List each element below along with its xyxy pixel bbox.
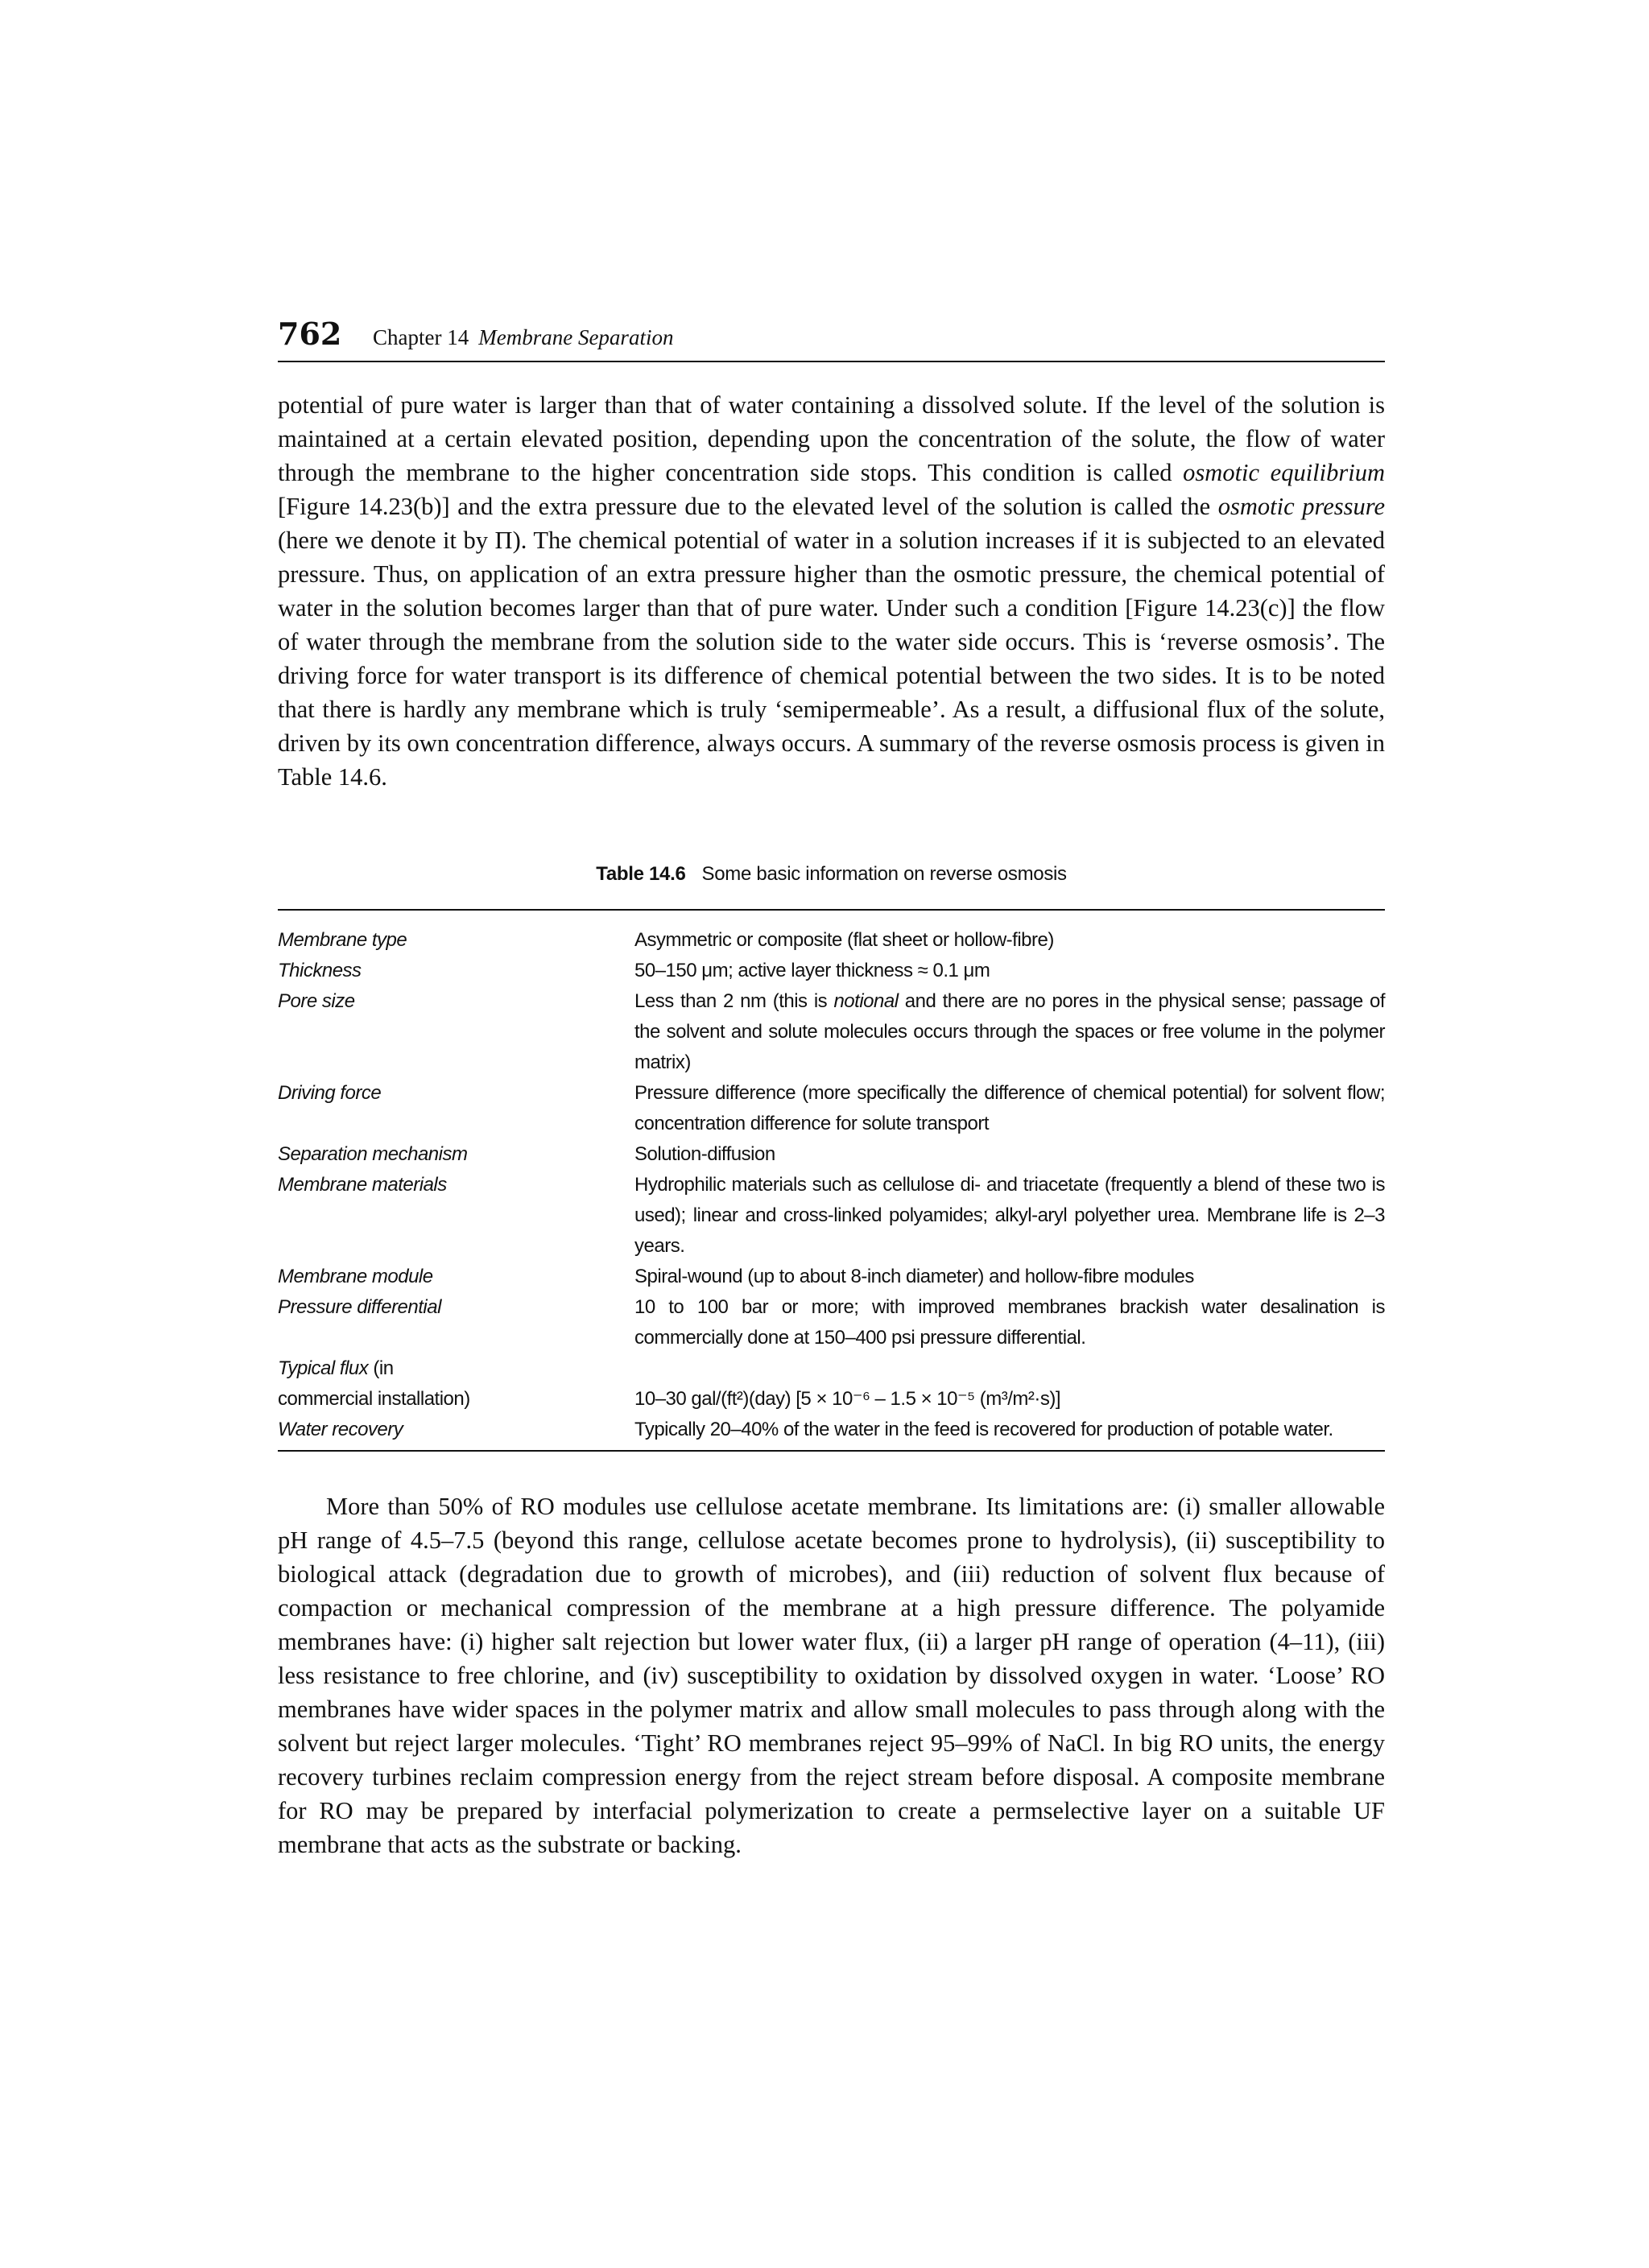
row-value: Typically 20–40% of the water in the feed is recovered for production of potable water.: [634, 1419, 1333, 1440]
paragraph-text: [Figure 14.23(b)] and the extra pressure due to the elevated level of the solution is called the: [278, 493, 1218, 520]
row-value: 50–150 μm; active layer thickness ≈ 0.1 μm: [634, 960, 990, 981]
term-osmotic-equilibrium: osmotic equilibrium: [1183, 459, 1385, 486]
row-label: Membrane type: [278, 929, 407, 951]
term-osmotic-pressure: osmotic pressure: [1217, 493, 1386, 520]
chapter-title: Membrane Separation: [478, 325, 674, 349]
table-label: Table 14.6: [596, 863, 686, 885]
table-row: [278, 1292, 1385, 1353]
row-value-text: and there are no pores in the physical sense; passage of the solvent and solute molecules occurs through the spaces or free volume in the polymer matrix): [634, 990, 1385, 1073]
table-row: [278, 1139, 1385, 1170]
row-label: Pore size: [278, 990, 355, 1012]
blank-line: [634, 1353, 1385, 1384]
table-row: [278, 956, 1385, 986]
row-label-plain: (in: [368, 1357, 394, 1379]
row-value-text: 10–30 gal/(ft²)(day) [5 × 10⁻⁶ – 1.5 × 10⁻⁵ (m³/m²·s)]: [634, 1388, 1061, 1410]
row-value: Asymmetric or composite (flat sheet or hollow-fibre): [634, 929, 1054, 951]
paragraph-text: (here we denote it by Π). The chemical potential of water in a solution increases if it is subjected to an elevated pressure. Thus, on application of an extra pressure higher than the osmotic pressure, the chemical potential of water in the solution becomes larger than that of pure water. Under such a condition [Figure 14.23(c)] the flow of water through the membrane from the solution side to the water side occurs. This is ‘reverse osmosis’. The driving force for water transport is its difference of chemical potential between the two sides. It is to be noted that there is hardly any membrane which is truly ‘semipermeable’. As a result, a diffusional flux of the solute, driven by its own concentration difference, always occurs. A summary of the reverse osmosis process is given in Table 14.6.: [278, 527, 1385, 791]
row-value-text: Less than 2 nm (this is: [634, 990, 834, 1012]
page-number: 762: [278, 316, 342, 352]
body-paragraph-1: [278, 388, 1385, 794]
row-value: [634, 1353, 1385, 1415]
row-label: Separation mechanism: [278, 1143, 468, 1165]
row-label-line: [278, 1353, 634, 1384]
table-row: [278, 925, 1385, 956]
row-value: Solution-diffusion: [634, 1143, 775, 1165]
row-value: Spiral-wound (up to about 8-inch diameter) and hollow-fibre modules: [634, 1266, 1194, 1287]
row-value: Pressure difference (more specifically the difference of chemical potential) for solvent flow; concentration difference for solute transport: [634, 1082, 1385, 1134]
table-row: [278, 1353, 1385, 1415]
row-label: Membrane module: [278, 1266, 433, 1287]
table-row: [278, 1262, 1385, 1292]
table-caption: [278, 863, 1385, 886]
row-label: Water recovery: [278, 1419, 403, 1440]
table-row: [278, 1170, 1385, 1262]
row-label: Thickness: [278, 960, 362, 981]
table-row: [278, 1415, 1385, 1445]
row-label: Pressure differential: [278, 1296, 441, 1318]
running-header: [278, 316, 1385, 362]
row-label: Membrane materials: [278, 1174, 447, 1196]
chapter-label: Chapter 14: [373, 325, 469, 349]
row-label-line: commercial installation): [278, 1388, 470, 1410]
term-notional: notional: [833, 990, 899, 1012]
row-value: 10 to 100 bar or more; with improved membranes brackish water desalination is commercially done at 150–400 psi pressure differential.: [634, 1296, 1385, 1349]
ro-info-table: [278, 909, 1385, 1452]
row-label-italic: Typical flux: [278, 1357, 369, 1379]
chapter-heading: [373, 325, 673, 350]
table-row: [278, 1078, 1385, 1139]
row-value: [634, 986, 1385, 1078]
table-title: Some basic information on reverse osmosis: [701, 863, 1067, 885]
row-label: Driving force: [278, 1082, 382, 1104]
row-value: Hydrophilic materials such as cellulose di- and triacetate (frequently a blend of these two is used); linear and cross-linked polyamides; alkyl-aryl polyether urea. Membrane life is 2–3 years.: [634, 1174, 1385, 1257]
body-paragraph-2: More than 50% of RO modules use cellulose acetate membrane. Its limitations are: (i) smaller allowable pH range of 4.5–7.5 (beyond this range, cellulose acetate becomes prone to hydrolysis), (ii) susceptibility to biological attack (degradation due to growth of microbes), and (iii) reduction of solvent flux because of compaction or mechanical compression of the membrane at a high pressure difference. The polyamide membranes have: (i) higher salt rejection but lower water flux, (ii) a larger pH range of operation (4–11), (iii) less resistance to free chlorine, and (iv) susceptibility to oxidation by dissolved oxygen in water. ‘Loose’ RO membranes have wider spaces in the polymer matrix and allow small molecules to pass through along with the solvent but reject larger molecules. ‘Tight’ RO membranes reject 95–99% of NaCl. In big RO units, the energy recovery turbines reclaim compression energy from the reject stream before disposal. A composite membrane for RO may be prepared by interfacial polymerization to create a permselective layer on a suitable UF membrane that acts as the substrate or backing.: [278, 1493, 1385, 1858]
row-label: [278, 1353, 634, 1415]
paragraph-text: potential of pure water is larger than that of water containing a dissolved solute. If the level of the solution is maintained at a certain elevated position, depending upon the concentration of the solute, the flow of water through the membrane to the higher concentration side stops. This condition is called: [278, 391, 1385, 486]
table-row: [278, 986, 1385, 1078]
